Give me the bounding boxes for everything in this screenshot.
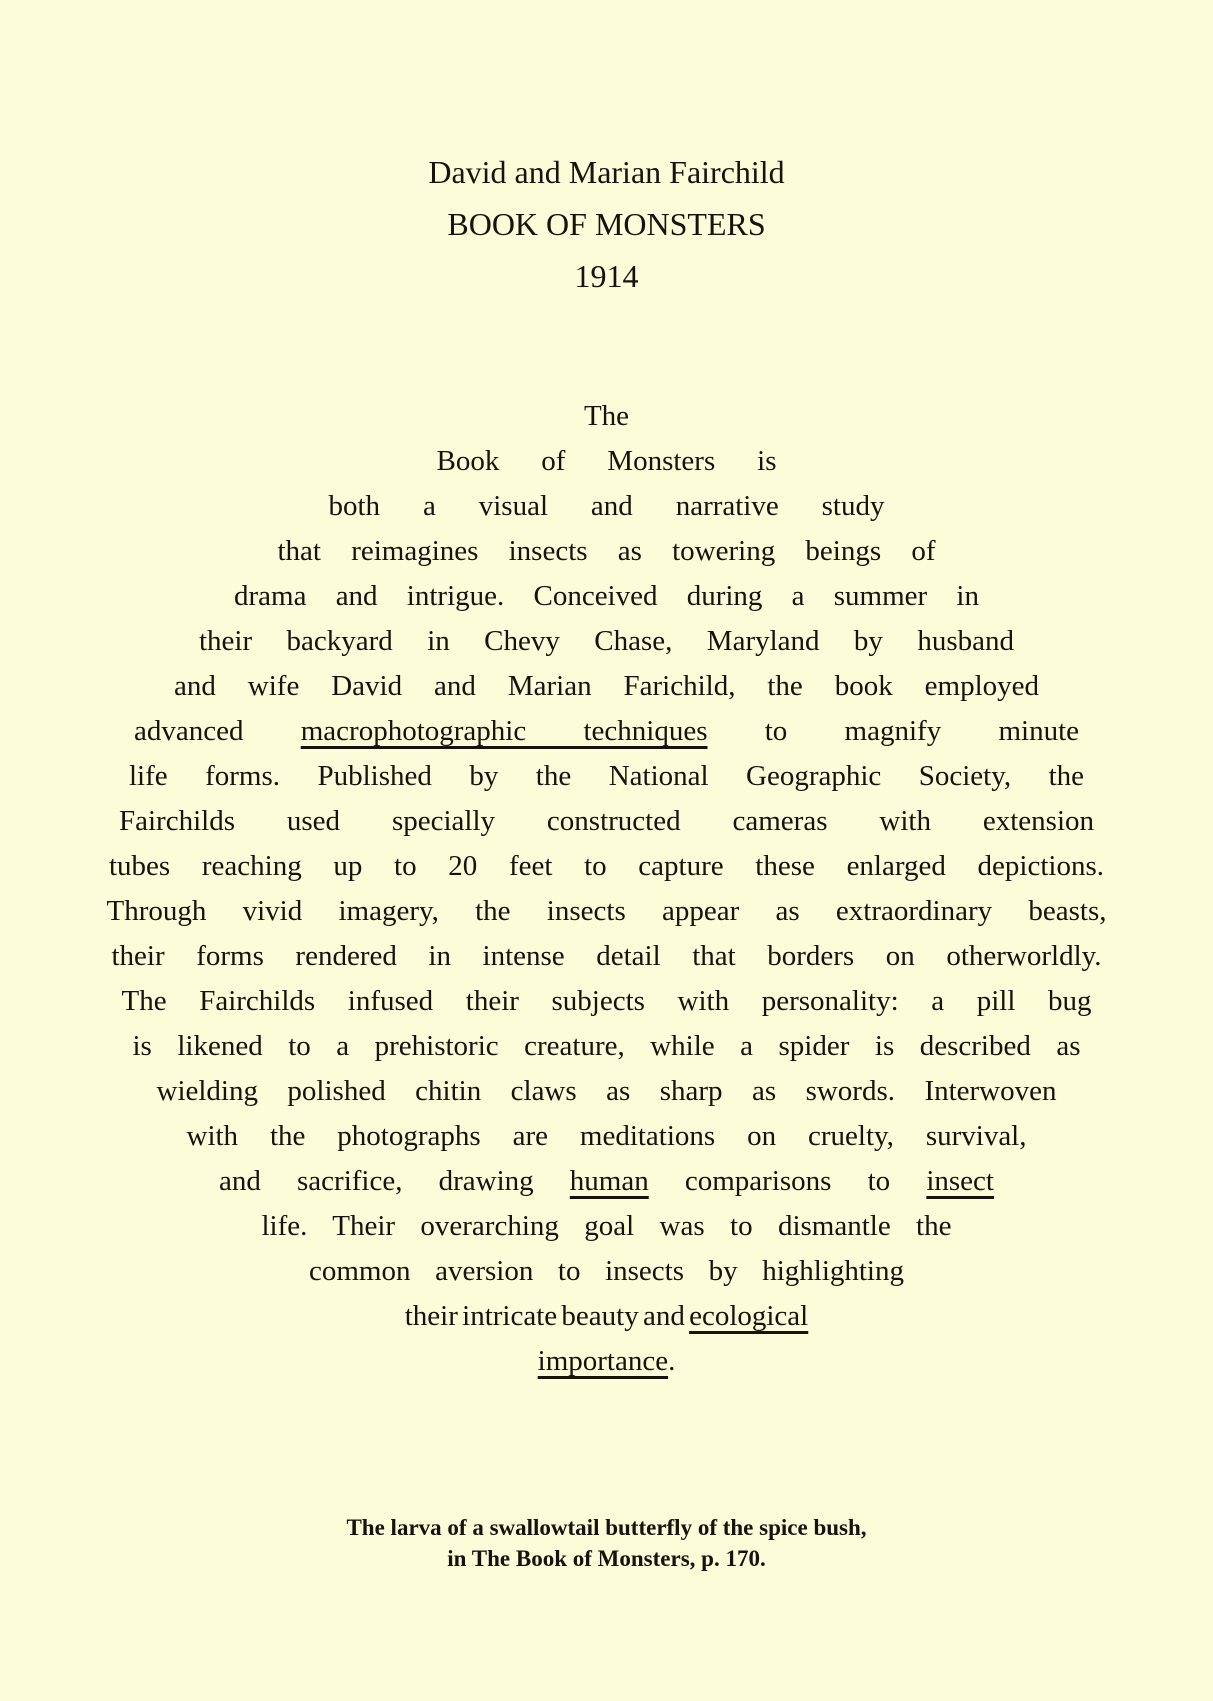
poem-line [187,1114,1027,1159]
poem-text: Fairchilds used specially constructed cameras with extension [119,805,1094,837]
poem-line [119,799,1094,844]
poem-text: advanced [134,715,301,747]
book-title-line: BOOK OF MONSTERS [447,206,766,242]
poem-text: Book of Monsters is [436,445,777,477]
poem-line [157,1069,1057,1114]
underlined-text: human [569,1165,649,1197]
poem-text: is likened to a prehistoric creature, while a spider is described as [132,1030,1081,1062]
underlined-text: insect [926,1165,994,1197]
poem-line [278,529,936,574]
poem-text: to magnify minute [707,715,1079,747]
poem-line [234,574,979,619]
poem-line [0,394,1213,439]
poem-line [122,979,1092,1024]
poem-line [134,709,1079,754]
poem-line [262,1204,952,1249]
poem-text: with the photographs are meditations on cruelty, survival, [186,1120,1027,1152]
poem-line [219,1159,994,1204]
poem-text: their intricate beauty and [404,1300,690,1332]
poem-line [309,1249,904,1294]
poem-line [109,844,1104,889]
poem-text: . [668,1345,676,1377]
caption [0,1512,1213,1574]
poem-line [437,439,777,484]
poem-text: The Fairchilds infused their subjects with personality: a pill bug [121,985,1092,1017]
poem-text: life. Their overarching goal was to dismantle the [261,1210,952,1242]
poem-text: tubes reaching up to 20 feet to capture these enlarged depictions. [109,850,1104,882]
poem-text: their backyard in Chevy Chase, Maryland by husband [199,625,1014,657]
poem-line [112,934,1102,979]
poem-text: life forms. Published by the National Geographic Society, the [129,760,1084,792]
poem-text: Through vivid imagery, the insects appear as extraordinary beasts, [106,895,1107,927]
poem-line [0,1339,1213,1384]
poem-text: and wife David and Marian Farichild, the book employed [174,670,1039,702]
poem-text: their forms rendered in intense detail that borders on otherworldly. [111,940,1102,972]
poem-text: The [583,400,630,432]
author-line: David and Marian Fairchild [428,154,785,190]
poem-line [199,619,1014,664]
poem-line [107,889,1107,934]
poem-text: drama and intrigue. Conceived during a summer in [234,580,979,612]
poem-line [329,484,885,529]
caption-line-2: in The Book of Monsters, p. 170. [447,1546,766,1571]
title-block [0,0,1213,302]
poem [0,394,1213,1384]
poem-line [133,1024,1081,1069]
poem-text: wielding polished chitin claws as sharp as swords. Interwoven [156,1075,1057,1107]
underlined-text: ecological [689,1300,809,1332]
poem-line [129,754,1084,799]
poem-text: and sacrifice, drawing [219,1165,570,1197]
underlined-text: macrophotographic techniques [300,715,708,747]
year-line: 1914 [574,258,639,294]
caption-line-1: The larva of a swallowtail butterfly of the spice bush, [346,1515,867,1540]
underlined-text: importance [537,1345,669,1377]
poem-line [0,1294,1213,1339]
poem-text: common aversion to insects by highlighting [309,1255,904,1287]
poem-text: both a visual and narrative study [328,490,885,522]
poem-text: that reimagines insects as towering beings of [277,535,936,567]
poem-line [174,664,1039,709]
poem-text: comparisons to [648,1165,927,1197]
